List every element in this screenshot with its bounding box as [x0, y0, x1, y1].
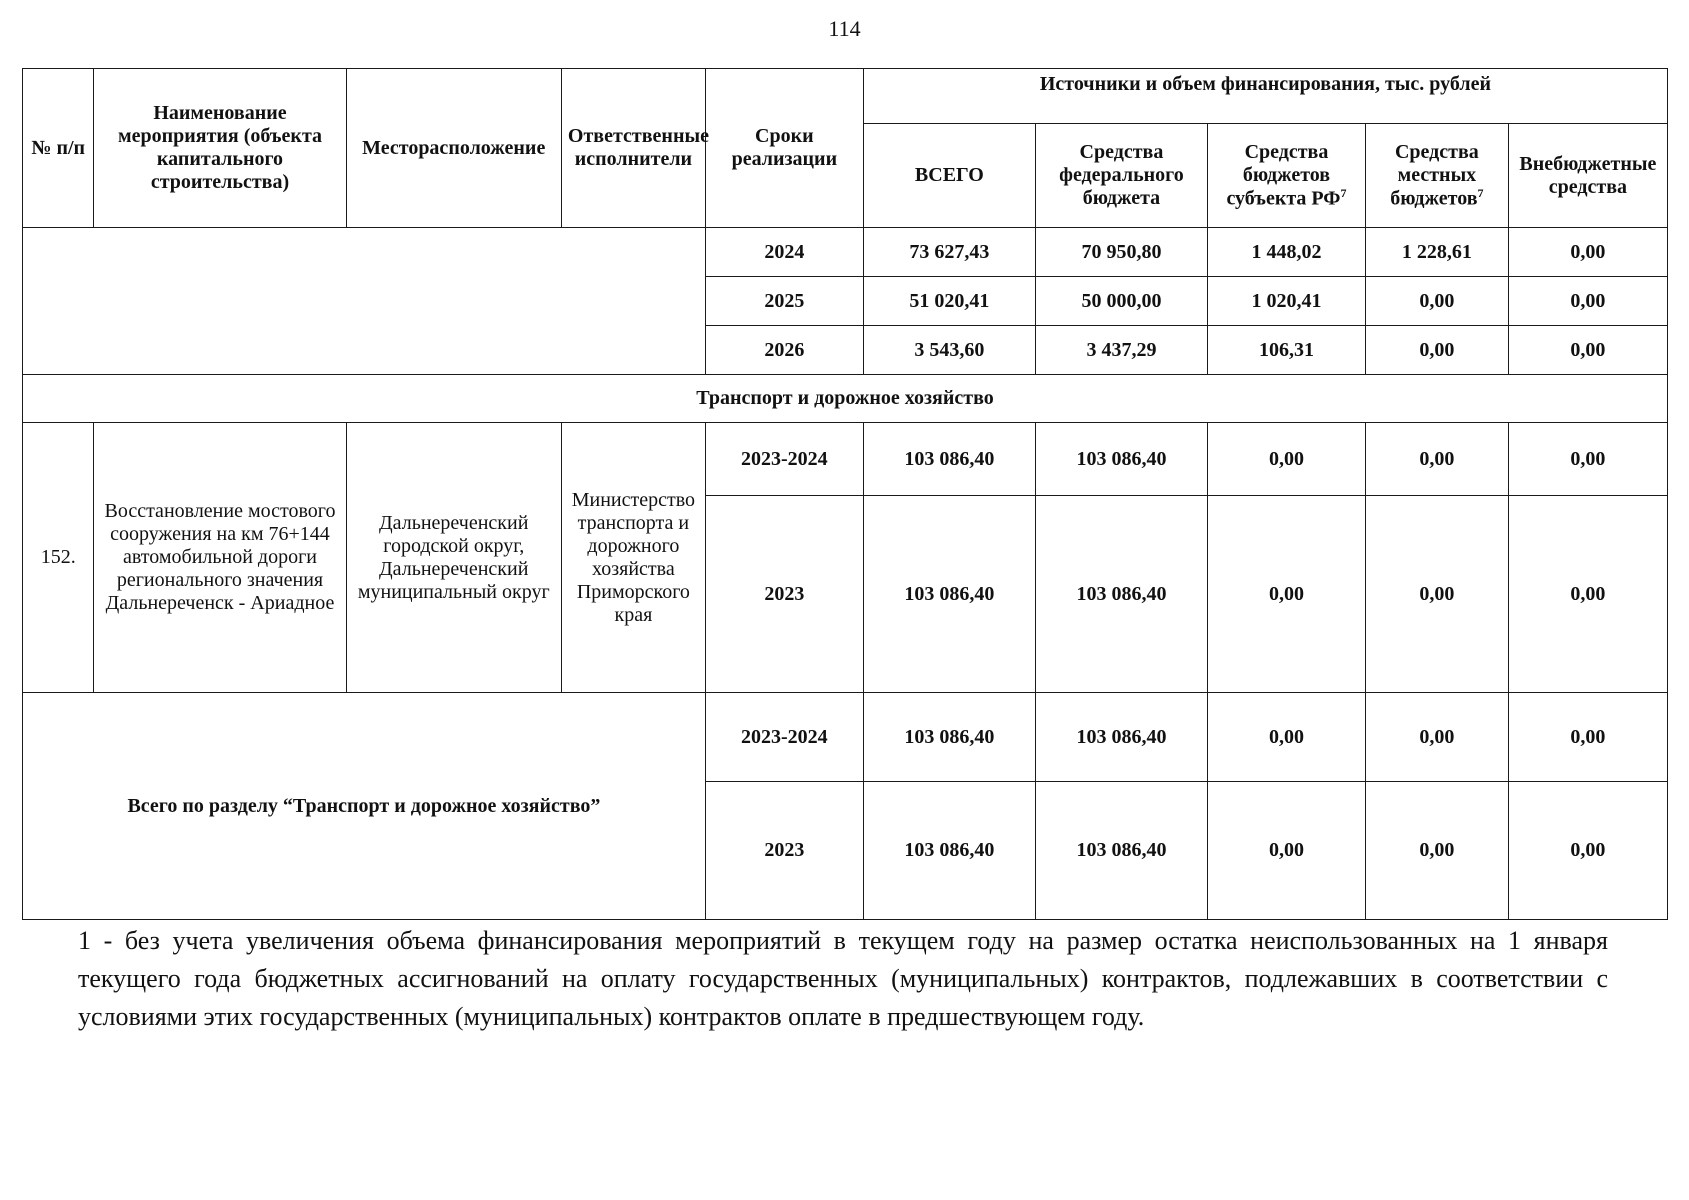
financing-table [22, 68, 1668, 920]
federal-cell: 50 000,00 [1035, 277, 1207, 326]
col-federal-header: Средства федерального бюджета [1035, 124, 1207, 228]
empty-merged-cell [23, 228, 706, 375]
local-cell: 1 228,61 [1365, 228, 1508, 277]
col-location-header: Месторасположение [346, 69, 561, 228]
local-cell: 0,00 [1365, 782, 1508, 920]
extra-cell: 0,00 [1508, 423, 1667, 496]
section-title-row [23, 375, 1668, 423]
table-row [23, 423, 1668, 496]
item-name: Восстановление мостового сооружения на км 76+144 автомобильной дороги регионального значения Дальнереченск - Ариадное [94, 423, 346, 693]
subject-cell: 0,00 [1207, 423, 1365, 496]
col-name-header: Наименование мероприятия (объекта капитального строительства) [94, 69, 346, 228]
item-executor: Министерство транспорта и дорожного хозяйства Приморского края [561, 423, 705, 693]
extra-cell: 0,00 [1508, 782, 1667, 920]
total-cell: 103 086,40 [863, 496, 1035, 693]
extra-cell: 0,00 [1508, 326, 1667, 375]
federal-cell: 103 086,40 [1035, 496, 1207, 693]
total-cell: 103 086,40 [863, 693, 1035, 782]
federal-cell: 103 086,40 [1035, 782, 1207, 920]
term-cell: 2023 [705, 496, 863, 693]
table-row [23, 693, 1668, 782]
federal-cell: 3 437,29 [1035, 326, 1207, 375]
local-cell: 0,00 [1365, 277, 1508, 326]
page-number: 114 [828, 16, 861, 41]
total-cell: 103 086,40 [863, 782, 1035, 920]
federal-cell: 103 086,40 [1035, 693, 1207, 782]
local-cell: 0,00 [1365, 693, 1508, 782]
term-cell: 2025 [705, 277, 863, 326]
subject-cell: 0,00 [1207, 782, 1365, 920]
local-cell: 0,00 [1365, 496, 1508, 693]
subject-cell: 1 448,02 [1207, 228, 1365, 277]
subject-cell: 0,00 [1207, 693, 1365, 782]
federal-cell: 103 086,40 [1035, 423, 1207, 496]
term-cell: 2026 [705, 326, 863, 375]
extra-cell: 0,00 [1508, 228, 1667, 277]
subject-cell: 106,31 [1207, 326, 1365, 375]
extra-cell: 0,00 [1508, 496, 1667, 693]
col-total-header: ВСЕГО [863, 124, 1035, 228]
col-subject-header: Средства бюджетов субъекта $РФ^7$ [1207, 124, 1365, 228]
extra-cell: 0,00 [1508, 693, 1667, 782]
total-cell: 73 627,43 [863, 228, 1035, 277]
subject-cell: 0,00 [1207, 496, 1365, 693]
term-cell: 2023-2024 [705, 423, 863, 496]
col-num-header: № п/п [23, 69, 94, 228]
col-sources-header: Источники и объем финансирования, тыс. рублей [863, 69, 1667, 124]
term-cell: 2023 [705, 782, 863, 920]
total-cell: 51 020,41 [863, 277, 1035, 326]
item-location: Дальнереченский городской округ, Дальнереченский муниципальный округ [346, 423, 561, 693]
subject-cell: 1 020,41 [1207, 277, 1365, 326]
term-cell: 2023-2024 [705, 693, 863, 782]
col-executors-header: Ответственные исполнители [561, 69, 705, 228]
local-cell: 0,00 [1365, 326, 1508, 375]
table-row [23, 228, 1668, 277]
total-cell: 103 086,40 [863, 423, 1035, 496]
term-cell: 2024 [705, 228, 863, 277]
col-local-header: Средства местных бюджетов$^7$ [1365, 124, 1508, 228]
section-title: Транспорт и дорожное хозяйство [23, 375, 1668, 423]
footnote: 1 - без учета увеличения объема финансирования мероприятий в текущем году на размер остатка неиспользованных на 1 января текущего года бюджетных ассигнований на оплату государственных (муниципальных) контрактов, подлежавших в соответствии с условиями этих государственных (муниципальных) контрактов оплате в предшествующем году. [78, 926, 1608, 1031]
col-extra-header: Внебюджетные средства [1508, 124, 1667, 228]
item-number: 152. [23, 423, 94, 693]
section-total-label: Всего по разделу “Транспорт и дорожное хозяйство” [23, 693, 706, 920]
local-cell: 0,00 [1365, 423, 1508, 496]
extra-cell: 0,00 [1508, 277, 1667, 326]
col-terms-header: Сроки реализации [705, 69, 863, 228]
total-cell: 3 543,60 [863, 326, 1035, 375]
federal-cell: 70 950,80 [1035, 228, 1207, 277]
